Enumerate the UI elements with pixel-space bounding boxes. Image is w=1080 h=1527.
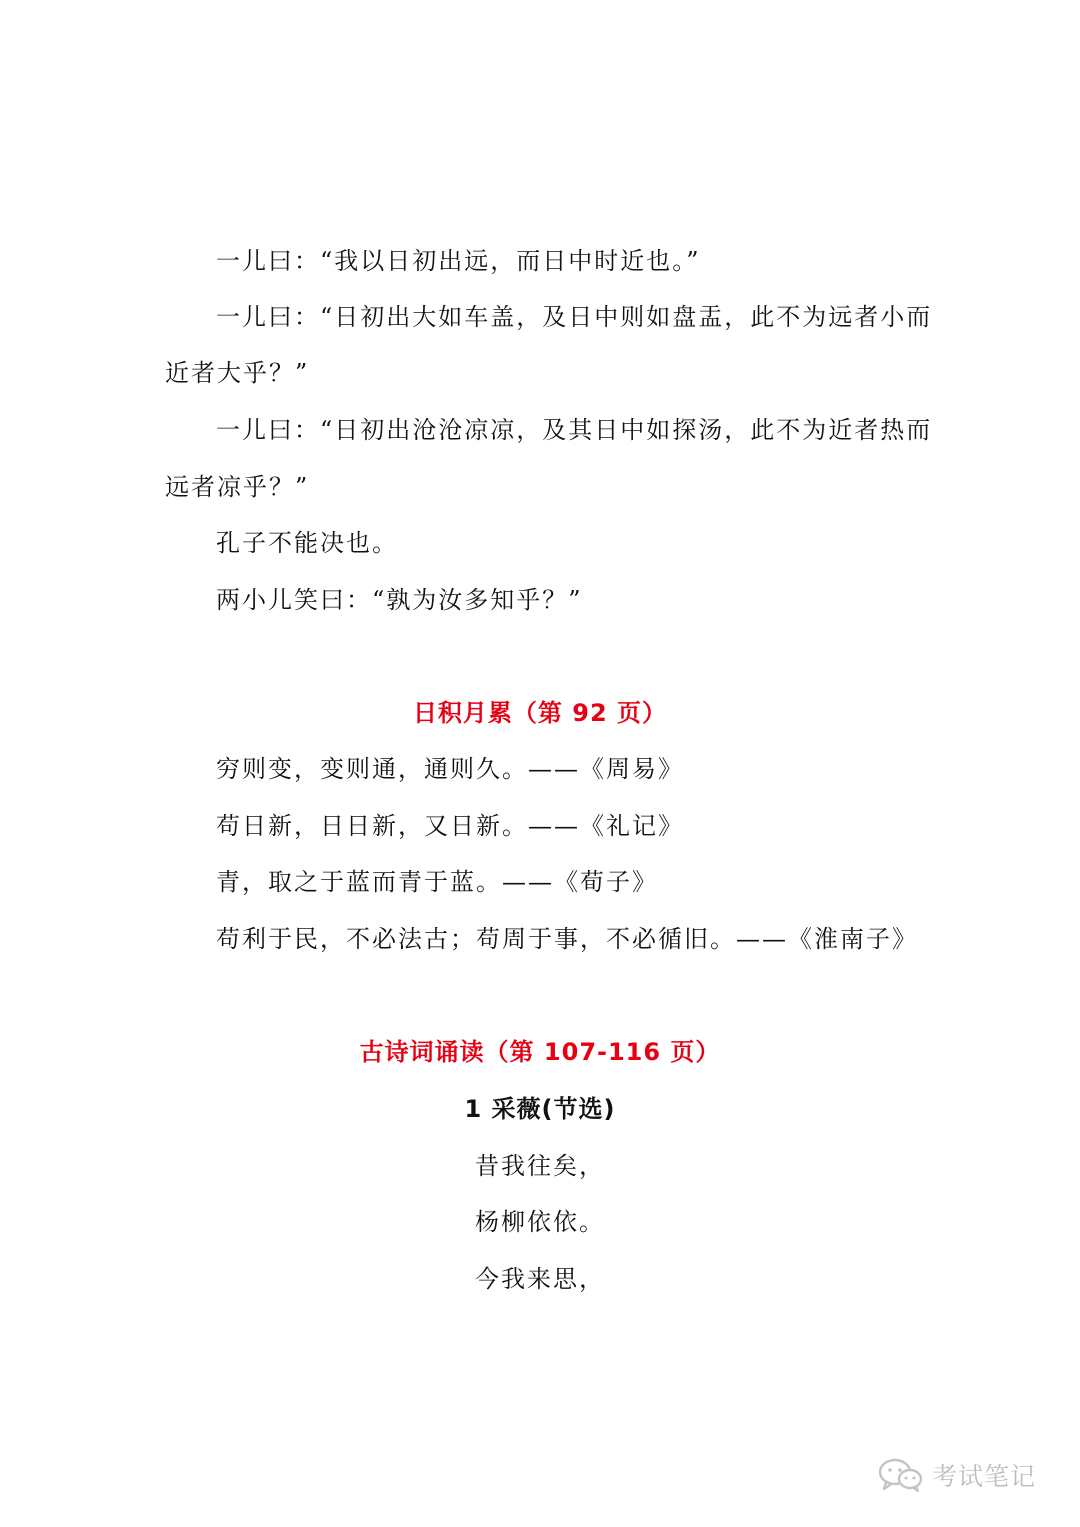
quote-item-3: 青，取之于蓝而青于蓝。——《荀子》	[216, 868, 658, 896]
wechat-icon	[876, 1457, 924, 1493]
poem-title: 1 采薇(节选)	[464, 1095, 616, 1123]
dialogue-line-3a: 一儿曰：“日初出沧沧凉凉，及其日中如探汤，此不为近者热而	[216, 416, 933, 444]
section-heading-gushici: 古诗词诵读（第 107-116 页）	[359, 1038, 721, 1066]
dialogue-line-4: 孔子不能决也。	[216, 529, 398, 557]
watermark	[876, 1457, 1036, 1493]
poem-line-1: 昔我往矣，	[475, 1152, 605, 1180]
dialogue-line-2a: 一儿曰：“日初出大如车盖，及日中则如盘盂，此不为远者小而	[216, 303, 933, 331]
dialogue-line-1: 一儿曰：“我以日初出远，而日中时近也。”	[216, 247, 701, 275]
watermark-text: 考试笔记	[932, 1462, 1037, 1491]
quote-item-4: 苟利于民，不必法古；苟周于事，不必循旧。——《淮南子》	[216, 925, 918, 953]
poem-line-2: 杨柳依依。	[475, 1208, 605, 1236]
section-heading-rijiyuelei: 日积月累（第 92 页）	[412, 699, 668, 727]
poem-line-3: 今我来思，	[475, 1265, 605, 1293]
dialogue-line-3b: 远者凉乎？”	[165, 473, 310, 501]
dialogue-line-2b: 近者大乎？”	[165, 359, 310, 387]
quote-item-2: 苟日新，日日新，又日新。——《礼记》	[216, 812, 684, 840]
quote-item-1: 穷则变，变则通，通则久。——《周易》	[216, 755, 684, 783]
dialogue-line-5: 两小儿笑曰：“孰为汝多知乎？”	[216, 586, 583, 614]
